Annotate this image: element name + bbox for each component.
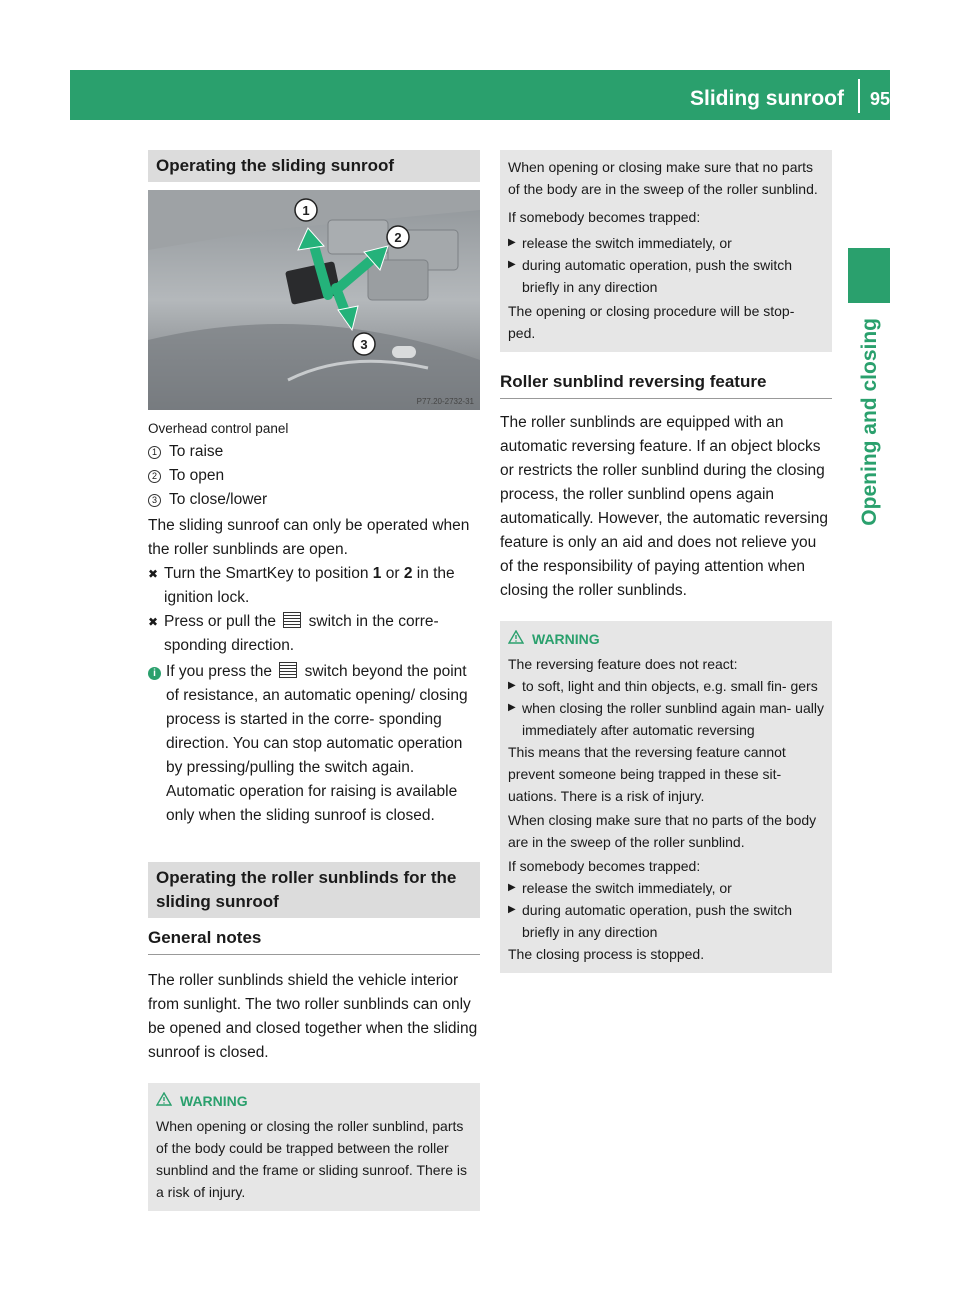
legend-item: 1 To raise: [148, 440, 480, 464]
reversing-feature-paragraph: The roller sunblinds are equipped with an automatic reversing feature. If an object blocks or restricts the roller sunblind during the closing process, the roller sunblind opens again automatically. However, the automatic reversing feature is only an aid and does not relieve you of the responsibility of paying attention when closing the roller sunblinds.: [500, 414, 828, 599]
info-note: i If you press the switch beyond the point of resistance, an automatic opening/ closing process is started in the corre- sponding direction. You can stop automatic operation by pressing/pulling the switch again. Automatic operation for raising is available only when the sliding sunroof is closed.: [148, 660, 480, 828]
subheading-general-notes: General notes: [148, 926, 480, 955]
page-number: 95: [869, 88, 890, 109]
legend-item: 2 To open: [148, 464, 480, 488]
left-column: [148, 150, 480, 1211]
warning-box-trapped: WARNING When opening or closing the roller sunblind, parts of the body could be trapped between the roller sunblind and the frame or sliding sunroof. There is a risk of injury.: [148, 1083, 480, 1211]
sunroof-switch-icon: [279, 662, 297, 678]
legend-item: 3 To close/lower: [148, 488, 480, 512]
legend-number: 2: [148, 470, 161, 483]
svg-text:2: 2: [394, 230, 402, 245]
svg-text:3: 3: [360, 337, 368, 352]
info-icon: i: [148, 667, 161, 680]
intro-paragraph: The sliding sunroof can only be operated when the roller sunblinds are open.: [148, 517, 470, 558]
photo-caption: Overhead control panel: [148, 421, 289, 436]
step-press-switch: ✖ Press or pull the switch in the corre- sponding direction.: [148, 610, 480, 658]
general-notes-paragraph: The roller sunblinds shield the vehicle interior from sunlight. The two roller sunblinds can only be opened and closed together when the sliding sunroof is closed.: [148, 972, 478, 1061]
bullet-item: ▶ during automatic operation, push the switch briefly in any direction: [508, 257, 793, 295]
section-heading-sunroof: Operating the sliding sunroof: [148, 150, 480, 182]
legend-number: 3: [148, 494, 161, 507]
legend-number: 1: [148, 446, 161, 459]
photo-code: P77.20-2732-31: [416, 397, 474, 406]
page-title: Sliding sunroof: [689, 87, 844, 110]
section-heading-sunblinds: Operating the roller sunblinds for the sliding sunroof: [148, 862, 480, 918]
step-marker-icon: ✖: [148, 567, 159, 581]
callout-3: [353, 333, 375, 355]
bullet-item: ▶ release the switch immediately, or: [508, 235, 732, 251]
step-marker-icon: ✖: [148, 615, 159, 629]
bullet-item: ▶ when closing the roller sunblind again man- ually immediately after automatic reversing: [508, 700, 824, 738]
step-turn-key: ✖ Turn the SmartKey to position 1 or 2 in the ignition lock.: [148, 562, 480, 610]
warning-triangle-icon: [508, 627, 532, 651]
warning-continued-box: When opening or closing make sure that no parts of the body are in the sweep of the roller sunblind. If somebody becomes trapped: ▶ release the switch immediately, or ▶ during automatic operation, push the switch briefly in any direction The opening or closing procedure will be stop- ped.: [500, 150, 832, 352]
svg-text:1: 1: [302, 203, 310, 218]
warning-box-reversing: WARNING The reversing feature does not react: ▶ to soft, light and thin objects, e.g. small fin- gers ▶ when closing the roller sunblind again man- ually immediately after automatic reversing This means that the reversing feature cannot prevent someone being trapped in these sit- uations. There is a risk of injury. When closing make sure that no parts of the body are in the sweep of the roller sunblind. If somebody becomes trapped: ▶ release the switch immediately, or ▶ during automatic operation, push the switch briefly in any direction The closing process is stopped.: [500, 621, 832, 973]
bullet-item: ▶ during automatic operation, push the switch briefly in any direction: [508, 902, 793, 940]
warning-triangle-icon: [156, 1089, 180, 1113]
header: [690, 86, 890, 112]
chapter-label: Opening and closing: [858, 318, 881, 526]
heading-reversing-feature: Roller sunblind reversing feature: [500, 370, 832, 399]
chapter-tab: [848, 248, 890, 303]
right-column: [500, 150, 832, 973]
legend: [148, 440, 480, 512]
sunroof-switch-icon: [283, 612, 301, 628]
callout-2: [387, 226, 409, 248]
bullet-item: ▶ release the switch immediately, or: [508, 880, 732, 896]
callout-1: [295, 199, 317, 221]
bullet-item: ▶ to soft, light and thin objects, e.g. small fin- gers: [508, 678, 818, 694]
overhead-control-panel-photo: [148, 190, 480, 410]
